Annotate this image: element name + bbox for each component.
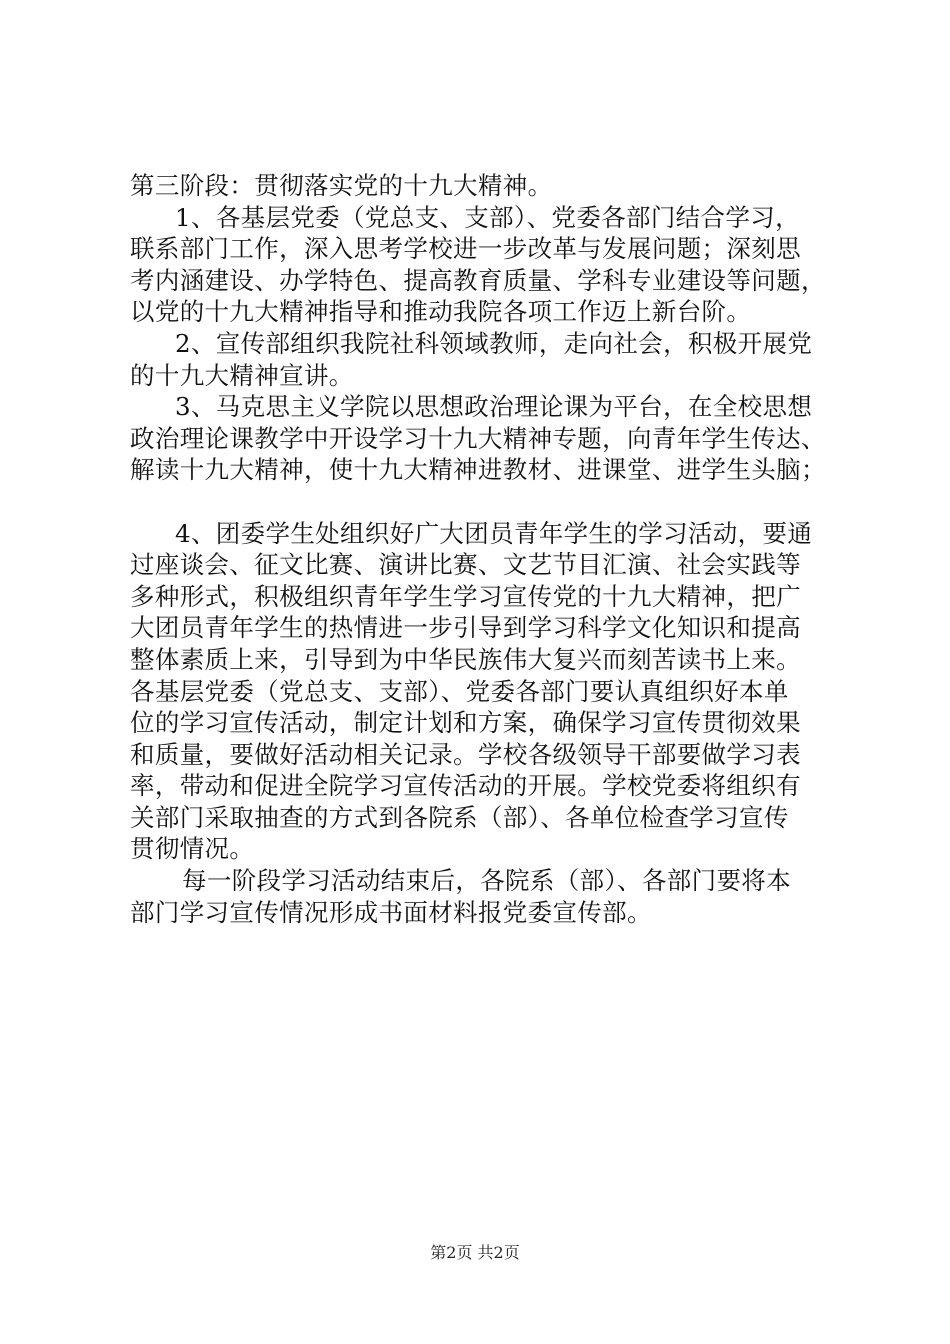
page-footer xyxy=(0,1243,950,1263)
text-line: 3、马克思主义学院以思想政治理论课为平台，在全校思想 xyxy=(175,392,813,422)
text-line: 贯彻情况。 xyxy=(130,834,255,864)
text-line: 以党的十九大精神指导和推动我院各项工作迈上新台阶。 xyxy=(130,297,752,327)
page-number-label: 第2页 共2页 xyxy=(430,1243,520,1262)
text-line: 联系部门工作，深入思考学校进一步改革与发展问题；深刻思 xyxy=(130,234,801,264)
text-line: 4、团委学生处组织好广大团员青年学生的学习活动，要通 xyxy=(175,518,813,548)
text-line: 每一阶段学习活动结束后，各院系（部）、各部门要将本 xyxy=(182,866,791,896)
blank-line xyxy=(130,486,850,518)
text-line: 第三阶段：贯彻落实党的十九大精神。 xyxy=(130,171,553,200)
text-line: 考内涵建设、办学特色、提高教育质量、学科专业建设等问题， xyxy=(130,265,826,295)
text-line: 部门学习宣传情况形成书面材料报党委宣传部。 xyxy=(130,897,652,927)
text-line: 关部门采取抽查的方式到各院系（部）、各单位检查学习宣传 xyxy=(130,802,789,832)
text-line: 各基层党委（党总支、支部）、党委各部门要认真组织好本单 xyxy=(130,676,789,706)
text-line: 2、宣传部组织我院社科领域教师，走向社会，积极开展党 xyxy=(175,328,813,358)
text-line: 1、各基层党委（党总支、支部）、党委各部门结合学习， xyxy=(175,202,800,232)
text-line: 位的学习宣传活动，制定计划和方案，确保学习宣传贯彻效果 xyxy=(130,708,801,738)
text-line: 整体素质上来，引导到为中华民族伟大复兴而刻苦读书上来。 xyxy=(130,644,801,674)
text-line: 大团员青年学生的热情进一步引导到学习科学文化知识和提高 xyxy=(130,613,801,643)
text-line: 多种形式，积极组织青年学生学习宣传党的十九大精神，把广 xyxy=(130,581,801,611)
text-line: 解读十九大精神，使十九大精神进教材、进课堂、进学生头脑； xyxy=(130,455,826,485)
text-line: 率，带动和促进全院学习宣传活动的开展。学校党委将组织有 xyxy=(130,771,801,801)
text-line: 和质量，要做好活动相关记录。学校各级领导干部要做学习表 xyxy=(130,739,801,769)
text-line: 过座谈会、征文比赛、演讲比赛、文艺节目汇演、社会实践等 xyxy=(130,550,801,580)
text-line: 的十九大精神宣讲。 xyxy=(130,360,354,390)
document-body xyxy=(130,170,850,928)
text-line: 政治理论课教学中开设学习十九大精神专题，向青年学生传达、 xyxy=(130,423,826,453)
